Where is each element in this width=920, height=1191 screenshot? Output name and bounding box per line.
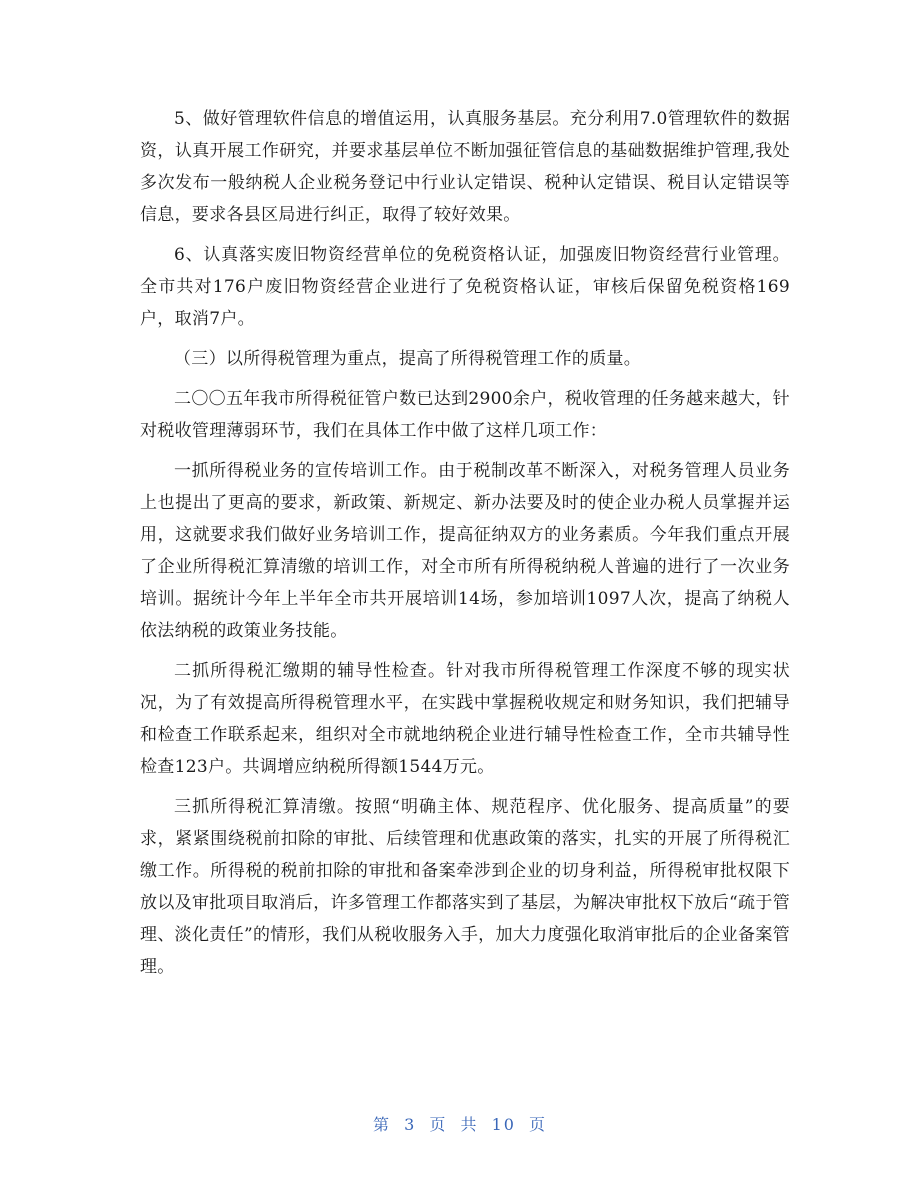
footer-total-pages: 10 [491, 1115, 516, 1134]
footer-page-word: 页 [429, 1115, 448, 1134]
paragraph-training: 一抓所得税业务的宣传培训工作。由于税制改革不断深入，对税务管理人员业务上也提出了更高的要求，新政策、新规定、新办法要及时的使企业办税人员掌握并运用，这就要求我们做好业务培训工作，提高征纳双方的业务素质。今年我们重点开展了企业所得税汇算清缴的培训工作，对全市所有所得税纳税人普遍的进行了一次业务培训。据统计今年上半年全市共开展培训14场，参加培训1097人次，提高了纳税人依法纳税的政策业务技能。 [140, 461, 790, 641]
section-heading-3: （三）以所得税管理为重点，提高了所得税管理工作的质量。 [174, 349, 642, 369]
footer-suffix: 页 [529, 1115, 548, 1134]
footer-prefix: 第 [372, 1115, 391, 1134]
paragraph-settlement: 三抓所得税汇算清缴。按照“明确主体、规范程序、优化服务、提高质量”的要求，紧紧围绕税前扣除的审批、后续管理和优惠政策的落实，扎实的开展了所得税汇缴工作。所得税的税前扣除的审批和备案牵涉到企业的切身利益，所得税审批权限下放以及审批项目取消后，许多管理工作都落实到了基层，为解决审批权下放后“疏于管理、淡化责任”的情形，我们从税收服务入手，加大力度强化取消审批后的企业备案管理。 [140, 797, 790, 977]
paragraph-item-5: 5、做好管理软件信息的增值运用，认真服务基层。充分利用7.0管理软件的数据资，认真开展工作研究，并要求基层单位不断加强征管信息的基础数据维护管理,我处多次发布一般纳税人企业税务登记中行业认定错误、税种认定错误、税目认定错误等信息，要求各县区局进行纠正，取得了较好效果。 [140, 109, 790, 225]
footer-total-word: 共 [460, 1115, 479, 1134]
paragraph-inspection: 二抓所得税汇缴期的辅导性检查。针对我市所得税管理工作深度不够的现实状况，为了有效提高所得税管理水平，在实践中掌握税收规定和财务知识，我们把辅导和检查工作联系起来，组织对全市就地纳税企业进行辅导性检查工作，全市共辅导性检查123户。共调增应纳税所得额1544万元。 [140, 661, 790, 777]
paragraph-item-6: 6、认真落实废旧物资经营单位的免税资格认证，加强废旧物资经营行业管理。全市共对176户废旧物资经营企业进行了免税资格认证，审核后保留免税资格169户，取消7户。 [140, 245, 790, 329]
footer-current-page: 3 [404, 1115, 417, 1134]
page-number-footer [0, 1112, 920, 1135]
paragraph-intro: 二〇〇五年我市所得税征管户数已达到2900余户，税收管理的任务越来越大，针对税收管理薄弱环节，我们在具体工作中做了这样几项工作： [140, 389, 790, 441]
document-body [140, 103, 790, 991]
